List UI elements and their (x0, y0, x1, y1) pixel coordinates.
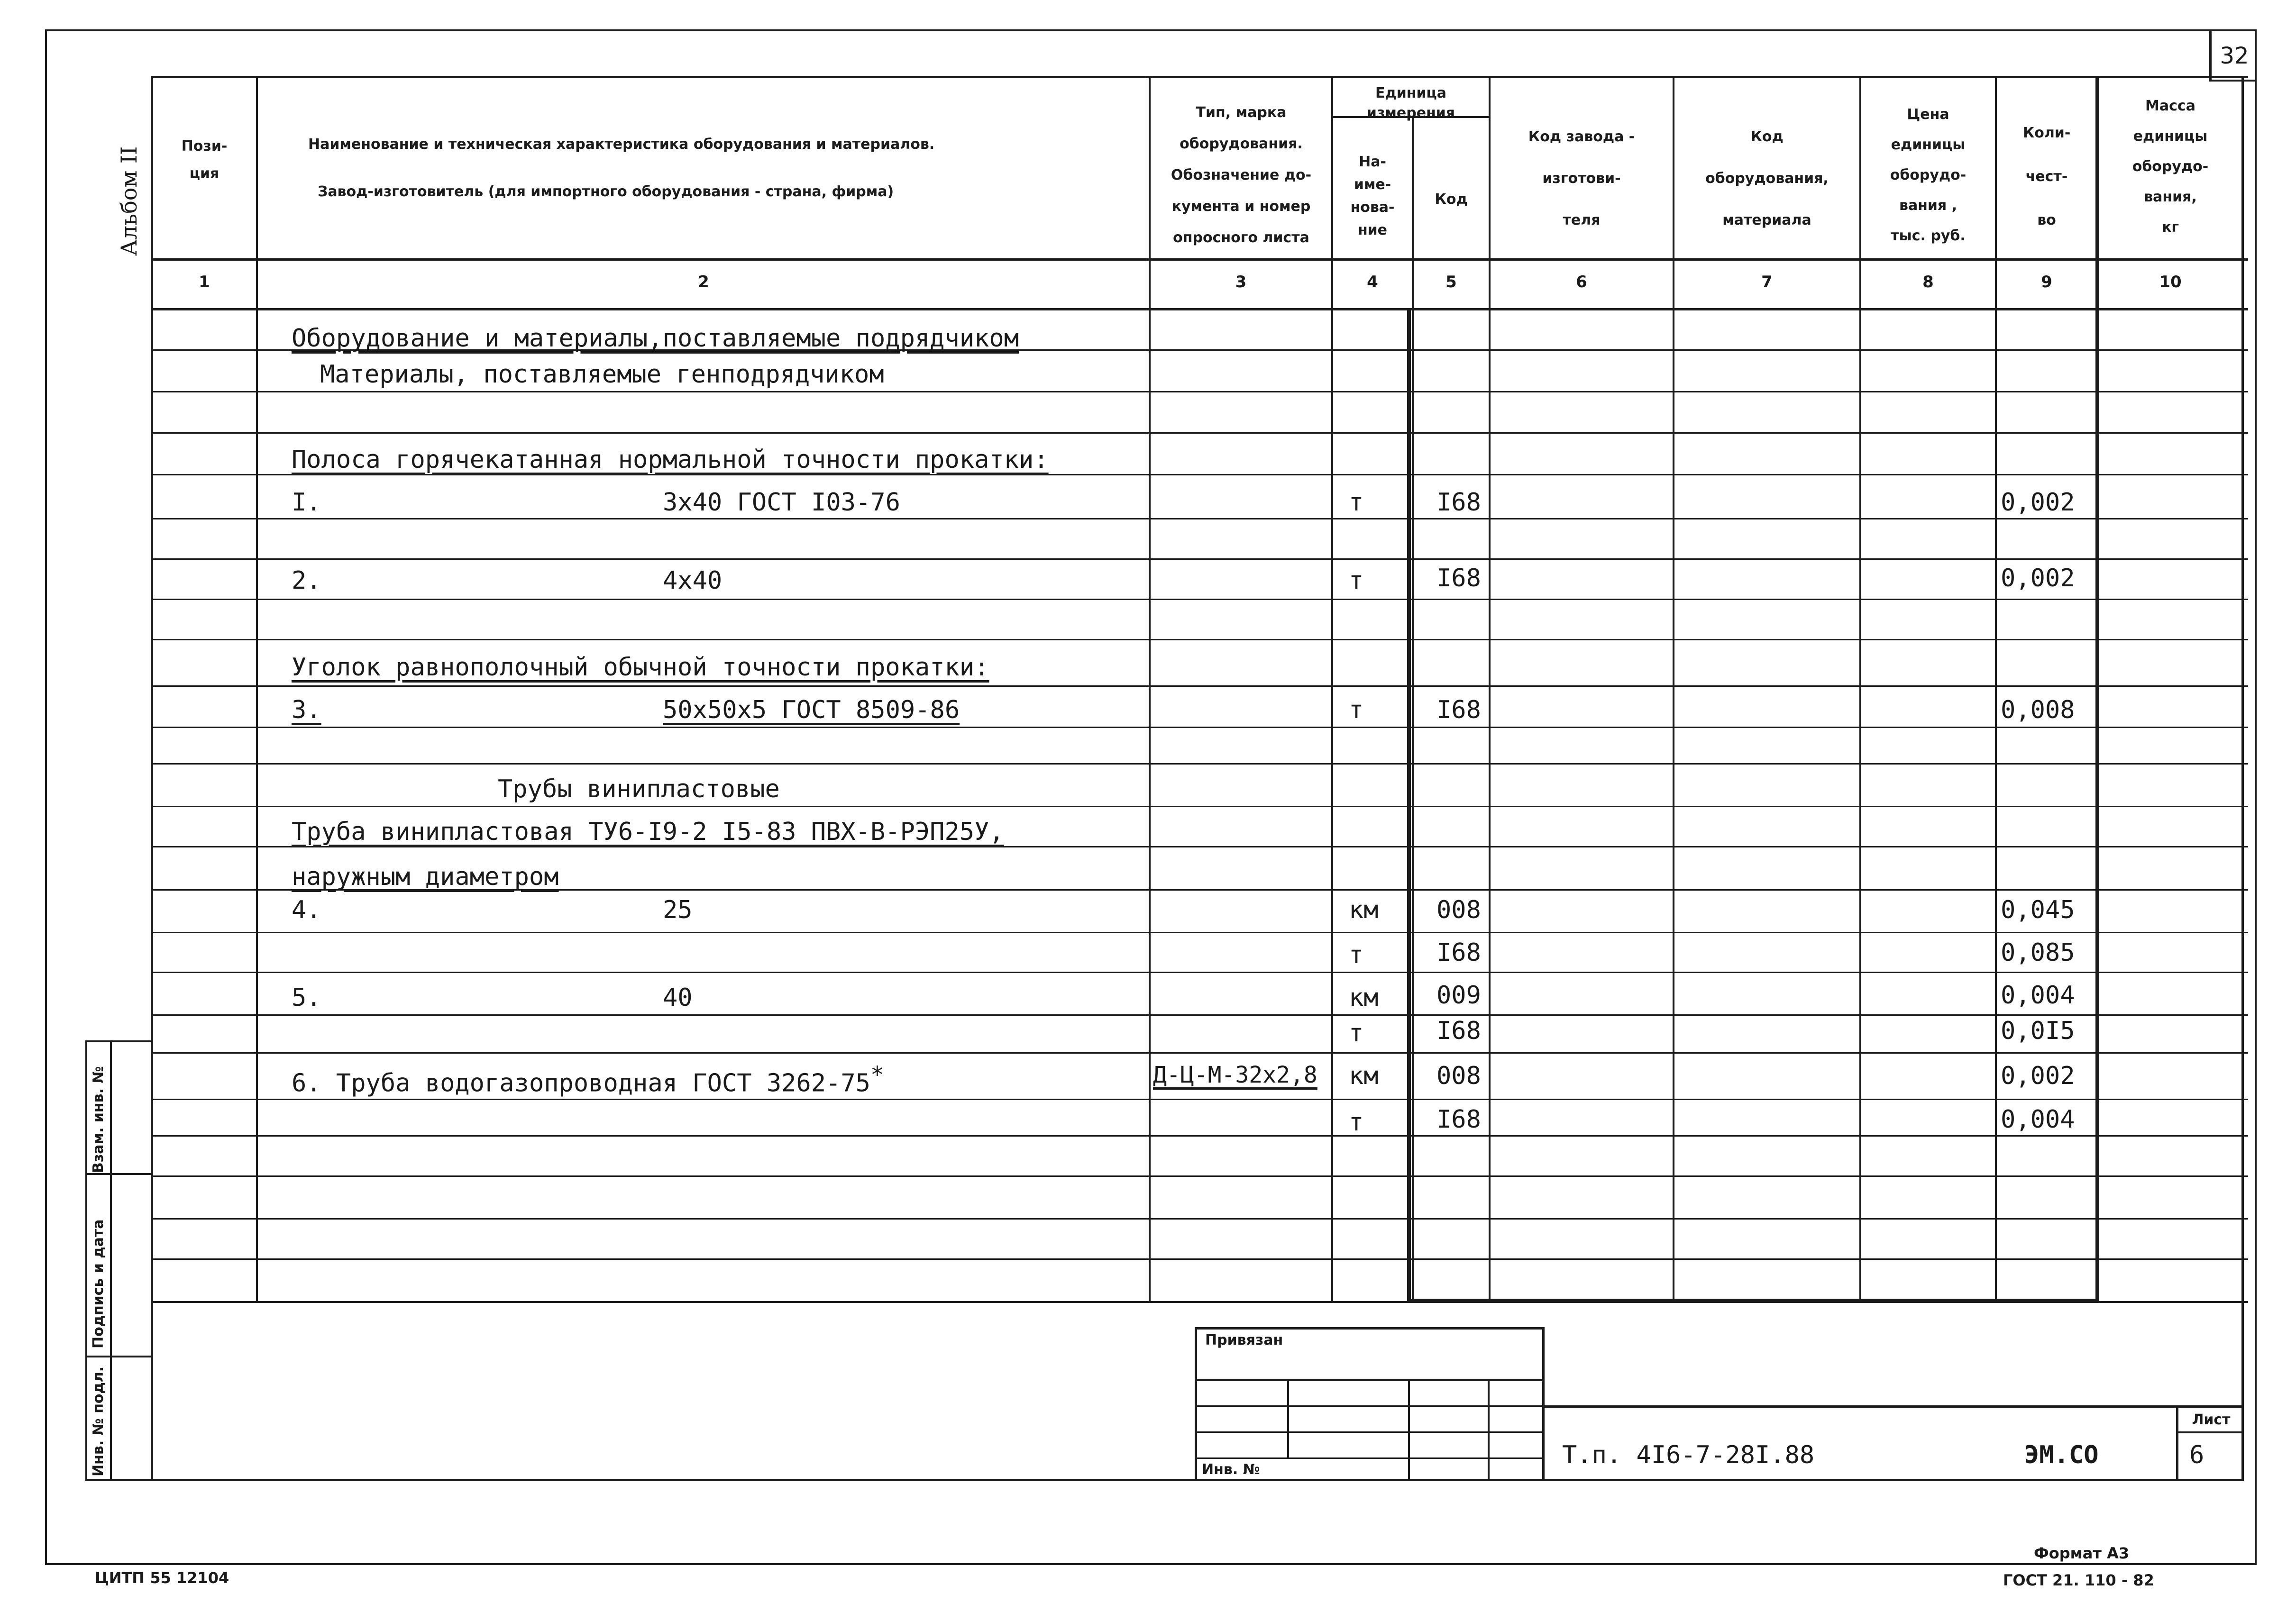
row-unit: т (1349, 941, 1364, 969)
row-qty: 0,008 (2001, 696, 2075, 724)
header-type-4: кумента и номер (1171, 198, 1311, 215)
row-line (151, 932, 2248, 933)
side-strip-left (85, 1040, 87, 1481)
row-line (151, 685, 2248, 687)
row-unit-code: I68 (1436, 1105, 1481, 1134)
header-mass (2099, 91, 2241, 243)
pagebox-left (2209, 29, 2212, 82)
unit-bottom-thick (1407, 1299, 2099, 1302)
header-unit-name-3: нова- (1350, 199, 1395, 216)
row-qty: 0,002 (2001, 1062, 2075, 1090)
footnote-mark: * (870, 1062, 884, 1088)
header-name (284, 121, 1147, 216)
row-qty: 0,045 (2001, 896, 2075, 924)
header-mass-1: Масса (2145, 98, 2195, 114)
row-qty: 0,085 (2001, 938, 2075, 967)
header-type-2: оборудования. (1180, 136, 1303, 152)
table-bottom (85, 1479, 2244, 1481)
side-strip-div2 (85, 1356, 153, 1357)
header-pos-1: Пози- (181, 138, 228, 155)
header-equipment-code-2: оборудования, (1705, 170, 1829, 187)
header-unit-code: Код (1435, 191, 1468, 208)
row-line (151, 763, 2248, 765)
row-unit-code: I68 (1436, 938, 1481, 967)
header-price-5: тыс. руб. (1891, 228, 1966, 244)
colnum-8: 8 (1922, 273, 1934, 291)
row-line (151, 972, 2248, 973)
stamp-privyazan: Привязан (1205, 1332, 1283, 1348)
row-line (151, 1175, 2248, 1177)
row-line (151, 558, 2248, 560)
header-mass-5: кг (2161, 219, 2179, 236)
colnum-1: 1 (199, 273, 210, 291)
stamp-row3 (1195, 1431, 1545, 1433)
stamp-row1 (1195, 1379, 1545, 1381)
group-title-pipes: Трубы винипластовые (498, 775, 780, 803)
header-name-2: Завод-изготовитель (для импортного оборудования - страна, фирма) (318, 183, 894, 200)
header-unit-name-2: име- (1354, 176, 1391, 193)
row-qty: 0,004 (2001, 1105, 2075, 1134)
stamp-outer-top (1195, 1327, 1545, 1330)
col-line-1 (256, 76, 258, 1302)
row-unit-code: 009 (1436, 981, 1481, 1010)
header-type-1: Тип, марка (1196, 104, 1287, 121)
header-qty-2: чест- (2025, 168, 2068, 185)
header-price-4: вания , (1899, 197, 1958, 214)
header-equipment-code (1674, 116, 1859, 241)
stamp-col2 (1408, 1379, 1410, 1481)
row-line (151, 1135, 2248, 1137)
header-name-1: Наименование и техническая характеристика оборудования и материалов. (308, 136, 935, 153)
row-unit: т (1349, 1108, 1364, 1137)
col-line-5 (1489, 76, 1491, 1302)
footer-left-code: ЦИТП 55 12104 (95, 1569, 229, 1587)
row-description (292, 1062, 884, 1097)
frame-bottom (45, 1563, 2257, 1565)
stamp-col1 (1287, 1379, 1289, 1457)
section-title: Оборудование и материалы,поставляемые подрядчиком (292, 324, 1019, 353)
header-mass-4: вания, (2144, 189, 2197, 205)
header-bottom (151, 258, 2248, 261)
row-unit-code: I68 (1436, 696, 1481, 724)
row-description: 40 (663, 984, 693, 1012)
header-mass-3: оборудо- (2132, 158, 2209, 175)
row-line (151, 1258, 2248, 1260)
row-unit: т (1349, 1019, 1364, 1047)
header-qty (1997, 111, 2096, 242)
header-qty-1: Коли- (2022, 125, 2071, 141)
row-line (151, 391, 2248, 392)
sheet-label: Лист (2192, 1412, 2231, 1428)
col-line-8 (1995, 76, 1997, 1302)
colnum-3: 3 (1235, 273, 1247, 291)
side-strip-top (85, 1040, 153, 1042)
row-line (151, 727, 2248, 728)
sheet-box-left (2176, 1405, 2178, 1481)
row-line (151, 474, 2248, 475)
row-qty: 0,004 (2001, 981, 2075, 1010)
header-unit-name-4: ние (1357, 222, 1388, 238)
row-line (151, 1218, 2248, 1220)
header-price-2: единицы (1891, 137, 1966, 153)
colnum-bottom (151, 308, 2248, 310)
header-mass-2: единицы (2133, 128, 2208, 145)
row-unit: км (1349, 896, 1379, 924)
row-description: 50х50х5 ГОСТ 8509-86 (663, 696, 960, 724)
doc-code: Т.п. 4I6-7-28I.88 (1562, 1441, 1815, 1469)
colnum-6: 6 (1576, 273, 1587, 291)
row-unit: км (1349, 984, 1379, 1012)
frame-top (45, 29, 2257, 31)
row-unit-code: 008 (1436, 896, 1481, 924)
stamp-col3 (1488, 1379, 1490, 1481)
frame-left (45, 29, 47, 1565)
row-description: 3х40 ГОСТ I03-76 (663, 488, 900, 517)
col-line-3 (1331, 76, 1333, 1302)
header-price-3: оборудо- (1890, 167, 1967, 183)
header-type-5: опросного листа (1173, 229, 1309, 246)
col-line-9 (2095, 76, 2099, 1302)
header-unit-name (1333, 151, 1412, 242)
row-qty: 0,002 (2001, 488, 2075, 517)
row-line (151, 1052, 2248, 1054)
row-position: 4. (292, 896, 321, 924)
table-top (151, 76, 2248, 78)
header-pos-2: ция (189, 165, 220, 182)
row-line (151, 806, 2248, 807)
header-unit-2: измерения (1366, 105, 1455, 121)
side-label-inv-podl: Инв. № подл. (90, 1366, 107, 1476)
colnum-7: 7 (1761, 273, 1773, 291)
row-unit: км (1349, 1062, 1379, 1090)
table-right (2241, 76, 2244, 1481)
row-line (151, 1099, 2248, 1100)
frame-right (2255, 29, 2257, 1565)
header-factory-code-2: изготови- (1542, 170, 1621, 187)
row-unit-code: I68 (1436, 1017, 1481, 1045)
colnum-9: 9 (2041, 273, 2052, 291)
header-qty-3: во (2037, 212, 2056, 228)
header-unit-1: Единица (1375, 85, 1446, 101)
header-type-3: Обозначение до- (1171, 167, 1312, 183)
row-unit-code: 008 (1436, 1062, 1481, 1090)
side-strip-div1 (85, 1173, 153, 1175)
page-number: 32 (2220, 43, 2249, 69)
row-position: 3. (292, 696, 321, 724)
row-unit: т (1349, 696, 1364, 724)
section-subtitle: Материалы, поставляемые генподрядчиком (320, 360, 884, 389)
stamp-inv-no: Инв. № (1202, 1461, 1260, 1478)
row-unit-code: I68 (1436, 488, 1481, 517)
album-label: Альбом II (116, 146, 142, 256)
header-factory-code-3: теля (1563, 212, 1601, 228)
doc-mark: ЭМ.СО (2024, 1441, 2099, 1469)
header-factory-code (1491, 116, 1673, 241)
header-type (1151, 97, 1331, 254)
row-unit: т (1349, 566, 1364, 595)
side-label-vzam: Взам. инв. № (90, 1066, 107, 1173)
row-unit: т (1349, 488, 1364, 517)
row-line (151, 518, 2248, 519)
stamp-row4 (1195, 1457, 1545, 1459)
row-type: Д-Ц-М-32х2,8 (1153, 1062, 1317, 1088)
row-line (151, 1014, 2248, 1016)
row-position: I. (292, 488, 321, 517)
footer-gost: ГОСТ 21. 110 - 82 (2003, 1571, 2154, 1589)
row-line (151, 599, 2248, 600)
header-unit (1333, 83, 1489, 123)
pagebox-bottom (2209, 80, 2257, 82)
row-position: 5. (292, 984, 321, 1012)
col-line-7 (1859, 76, 1861, 1302)
header-pos (153, 133, 256, 188)
sheet-number: 6 (2189, 1441, 2205, 1469)
row-qty: 0,0I5 (2001, 1017, 2075, 1045)
side-strip-mid (110, 1040, 112, 1481)
side-label-podpis: Подпись и дата (90, 1219, 107, 1348)
row-description: 4х40 (663, 566, 723, 595)
col-line-6 (1673, 76, 1674, 1302)
header-unit-name-1: На- (1359, 154, 1386, 170)
group-title-strip: Полоса горячекатанная нормальной точности прокатки: (292, 446, 1049, 474)
row-position: 2. (292, 566, 321, 595)
header-equipment-code-1: Код (1750, 128, 1784, 145)
title-block-top (1542, 1405, 2244, 1408)
colnum-10: 10 (2159, 273, 2182, 291)
row-line (151, 639, 2248, 640)
group-title-vinyl-pipe: Труба винипластовая ТУ6-I9-2 I5-83 ПВХ-В-РЭП25У, (292, 818, 1004, 846)
header-price-1: Цена (1907, 106, 1949, 123)
row-unit-code: I68 (1436, 564, 1481, 592)
colnum-5: 5 (1445, 273, 1457, 291)
colnum-4: 4 (1367, 273, 1378, 291)
row-description-text: 6. Труба водогазопроводная ГОСТ 3262-75 (292, 1069, 870, 1098)
row-line (151, 846, 2248, 847)
header-factory-code-1: Код завода - (1528, 128, 1635, 145)
sheet-box-mid (2176, 1431, 2244, 1433)
col-line-2 (1149, 76, 1151, 1302)
group-title-angle: Уголок равнополочный обычной точности прокатки: (292, 653, 989, 682)
header-equipment-code-3: материала (1722, 212, 1811, 228)
group-title-diameter: наружным диаметром (292, 863, 559, 891)
header-price (1861, 100, 1995, 251)
row-qty: 0,002 (2001, 564, 2075, 592)
stamp-row2 (1195, 1405, 1545, 1407)
row-line (151, 432, 2248, 434)
row-description: 25 (663, 896, 693, 924)
colnum-2: 2 (698, 273, 709, 291)
footer-format: Формат А3 (2034, 1544, 2130, 1562)
col-line-4 (1412, 116, 1414, 1301)
